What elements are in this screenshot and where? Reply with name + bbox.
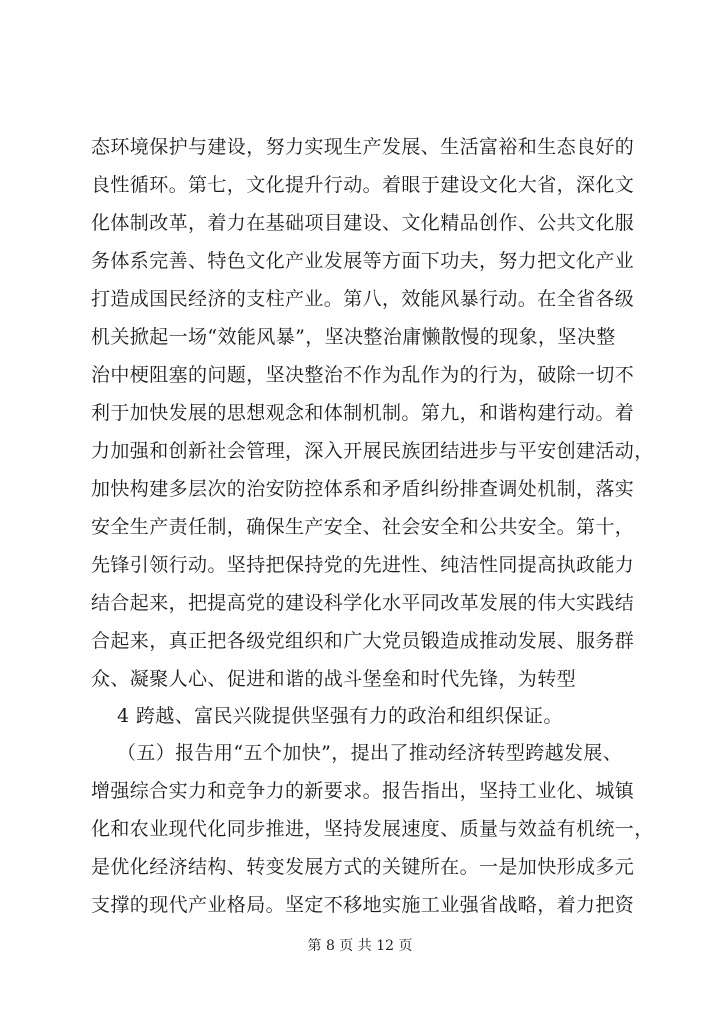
text-line: 力加强和创新社会管理，深入开展民族团结进步与平安创建活动， (91, 440, 654, 462)
text-line: 态环境保护与建设，努力实现生产发展、生活富裕和生态良好的 (91, 136, 635, 158)
page-number-footer: 第 8 页 共 12 页 (307, 938, 413, 954)
text-line: 众、凝聚人心、促进和谐的战斗堡垒和时代先锋，为转型 (91, 668, 577, 690)
text-line: 4 跨越、富民兴陇提供坚强有力的政治和组织保证。 (117, 705, 563, 727)
text-line: 利于加快发展的思想观念和体制机制。第九，和谐构建行动。着 (91, 402, 635, 424)
text-line: 良性循环。第七，文化提升行动。着眼于建设文化大省，深化文 (91, 174, 635, 196)
text-line: 打造成国民经济的支柱产业。第八，效能风暴行动。在全省各级 (91, 288, 635, 310)
text-line: 加快构建多层次的治安防控体系和矛盾纠纷排查调处机制，落实 (91, 478, 635, 500)
text-line: 支撑的现代产业格局。坚定不移地实施工业强省战略，着力把资 (91, 894, 635, 916)
text-line: 合起来，真正把各级党组织和广大党员锻造成推动发展、服务群 (91, 630, 635, 652)
text-line: 先锋引领行动。坚持把保持党的先进性、纯洁性同提高执政能力 (91, 554, 635, 576)
text-line: 结合起来，把提高党的建设科学化水平同改革发展的伟大实践结 (91, 592, 635, 614)
text-line: 化和农业现代化同步推进，坚持发展速度、质量与效益有机统一， (91, 818, 654, 840)
text-line: 安全生产责任制，确保生产安全、社会安全和公共安全。第十， (91, 516, 635, 538)
text-line: 治中梗阻塞的问题，坚决整治不作为乱作为的行为，破除一切不 (91, 364, 635, 386)
text-line: 增强综合实力和竞争力的新要求。报告指出，坚持工业化、城镇 (91, 780, 635, 802)
text-line: 务体系完善、特色文化产业发展等方面下功夫，努力把文化产业 (91, 250, 635, 272)
text-line: 机关掀起一场“效能风暴”，坚决整治庸懒散慢的现象，坚决整 (91, 326, 616, 348)
text-line: 化体制改革，着力在基础项目建设、文化精品创作、公共文化服 (91, 212, 635, 234)
paragraph-start-line: （五）报告用“五个加快”，提出了推动经济转型跨越发展、 (117, 742, 623, 764)
text-line: 是优化经济结构、转变发展方式的关键所在。一是加快形成多元 (91, 856, 635, 878)
